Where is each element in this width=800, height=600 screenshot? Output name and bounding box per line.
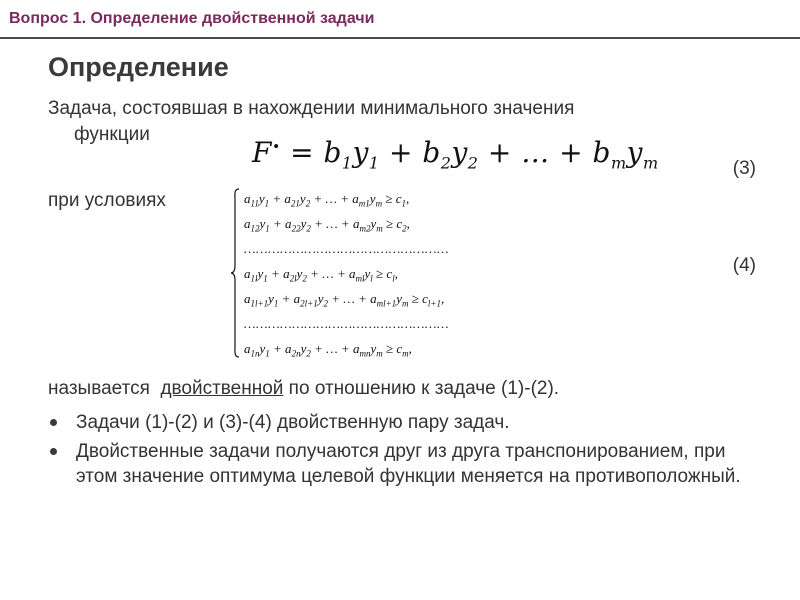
objective-function-formula: $F^• = b_1y_1 + b_2y_2$ + … + $b_my_m$ xyxy=(252,136,659,173)
statement-suffix: по отношению к задаче (1)-(2). xyxy=(283,378,560,399)
section-title: Определение xyxy=(48,52,229,82)
bullet-icon xyxy=(50,448,57,455)
constraint-ellipsis-2: …………………………………………… xyxy=(244,316,450,331)
constraint-row-l-plus-1: $a_{1l+1}y_1 + a_{2l+1}y_2$ + … + $a_{ml+1}y_m \ge c_{l+1}$, xyxy=(244,291,445,309)
bullet-icon xyxy=(50,419,57,426)
slide-header-title: Вопрос 1. Определение двойственной задачи xyxy=(9,10,375,27)
statement-prefix: называется xyxy=(48,378,161,399)
definition-statement xyxy=(48,378,559,400)
system-brace xyxy=(230,188,240,358)
equation-number-3: (3) xyxy=(732,158,756,179)
intro-line-1: Задача, состоявшая в нахождении минимального значения xyxy=(48,98,575,119)
bullet-text-1: Задачи (1)-(2) и (3)-(4) двойственную пару задач. xyxy=(76,412,510,433)
list-item xyxy=(48,439,768,489)
bullet-list xyxy=(48,406,768,489)
equation-number-4: (4) xyxy=(732,255,756,276)
constraint-row-l: $a_{1l}y_1 + a_{2l}y_2$ + … + $a_{ml}y_l \ge c_l$, xyxy=(244,266,398,284)
conditions-label: при условиях xyxy=(48,190,166,211)
constraint-ellipsis-1: …………………………………………… xyxy=(244,241,450,256)
header-divider xyxy=(0,37,800,39)
constraint-row-n: $a_{1n}y_1 + a_{2n}y_2$ + … + $a_{mn}y_m \ge c_m$, xyxy=(244,341,412,359)
constraint-row-1: $a_{11}y_1 + a_{21}y_2$ + … + $a_{m1}y_m \ge c_1$, xyxy=(244,191,410,209)
dual-term: двойственной xyxy=(160,378,284,399)
bullet-text-2: Двойственные задачи получаются друг из друга транспонированием, при этом значение оптимума целевой функции меняется на противоположный. xyxy=(76,441,741,487)
list-item xyxy=(48,410,768,435)
constraint-row-2: $a_{12}y_1 + a_{22}y_2$ + … + $a_{m2}y_m \ge c_2$, xyxy=(244,216,410,234)
constraint-system xyxy=(244,188,544,363)
intro-line-2: функции xyxy=(74,124,150,145)
